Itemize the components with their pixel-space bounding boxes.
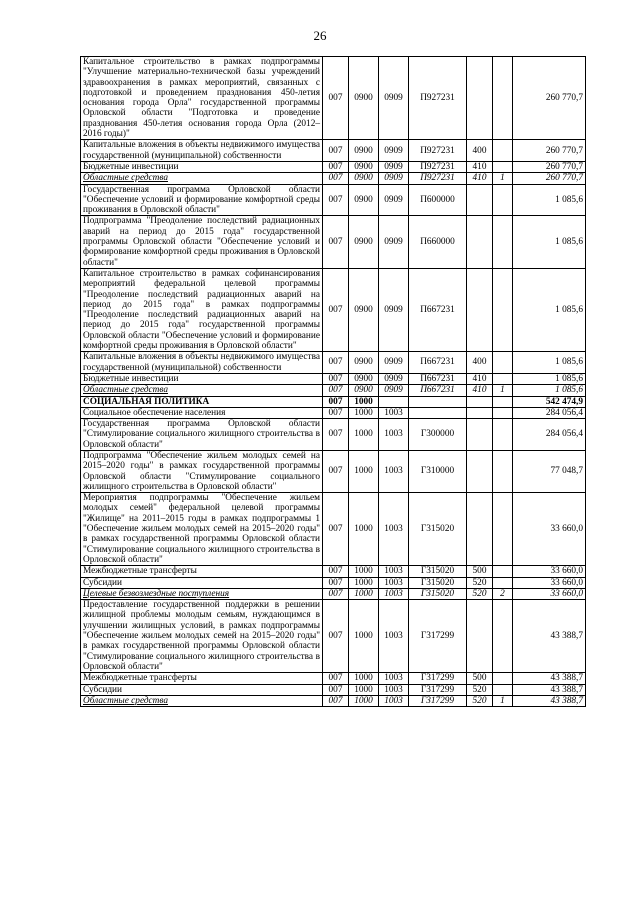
table-row (81, 140, 586, 162)
row-amount-cell: 260 770,7 (513, 57, 586, 140)
row-section-cell: 0900 (349, 373, 379, 384)
row-subsection-cell: 0909 (379, 268, 409, 351)
row-source-cell (493, 373, 513, 384)
table-row (81, 684, 586, 695)
row-source-cell (493, 140, 513, 162)
row-target-article-cell (409, 396, 467, 407)
row-section-cell: 1000 (349, 673, 379, 684)
row-amount-cell: 33 660,0 (513, 577, 586, 588)
row-target-article-cell: Г317299 (409, 684, 467, 695)
row-ved-cell: 007 (323, 161, 349, 172)
row-expense-type-cell (467, 600, 493, 673)
row-subsection-cell: 1003 (379, 588, 409, 599)
row-subsection-cell: 1003 (379, 600, 409, 673)
row-subsection-cell: 0909 (379, 373, 409, 384)
row-section-cell: 0900 (349, 173, 379, 184)
row-amount-cell: 1 085,6 (513, 216, 586, 268)
row-target-article-cell: П667231 (409, 373, 467, 384)
table-row (81, 673, 586, 684)
row-amount-cell: 77 048,7 (513, 450, 586, 492)
row-expense-type-cell: 520 (467, 684, 493, 695)
table-row (81, 600, 586, 673)
table-row (81, 173, 586, 184)
row-amount-cell: 1 085,6 (513, 385, 586, 396)
row-amount-cell: 1 085,6 (513, 184, 586, 216)
row-section-cell: 1000 (349, 695, 379, 706)
row-source-cell (493, 352, 513, 374)
row-expense-type-cell (467, 450, 493, 492)
table-row (81, 577, 586, 588)
row-subsection-cell: 0909 (379, 57, 409, 140)
row-name-cell: Субсидии (81, 577, 323, 588)
row-section-cell: 1000 (349, 588, 379, 599)
row-subsection-cell: 0909 (379, 385, 409, 396)
row-target-article-cell: Г317299 (409, 695, 467, 706)
row-name-cell: Областные средства (81, 695, 323, 706)
table-row (81, 57, 586, 140)
row-name-cell: СОЦИАЛЬНАЯ ПОЛИТИКА (81, 396, 323, 407)
row-expense-type-cell (467, 419, 493, 451)
row-subsection-cell: 0909 (379, 184, 409, 216)
row-subsection-cell: 1003 (379, 684, 409, 695)
table-row (81, 216, 586, 268)
row-subsection-cell (379, 396, 409, 407)
row-source-cell (493, 419, 513, 451)
row-amount-cell: 33 660,0 (513, 566, 586, 577)
row-expense-type-cell (467, 396, 493, 407)
row-subsection-cell: 0909 (379, 352, 409, 374)
row-section-cell: 1000 (349, 407, 379, 418)
row-expense-type-cell (467, 268, 493, 351)
row-section-cell: 0900 (349, 140, 379, 162)
row-section-cell: 1000 (349, 419, 379, 451)
row-name-cell: Капитальное строительство в рамках софинансирования мероприятий федеральной целевой программы "Преодоление последствий радиационных аварий на период до 2015 года" в рамках подпрограммы "Преодоление последствий радиационных аварий на период до 2015 года" государственной программы Орловской области "Обеспечение условий и формирование комфортной среды проживания в Орловской области" (81, 268, 323, 351)
row-subsection-cell: 1003 (379, 695, 409, 706)
row-section-cell: 0900 (349, 161, 379, 172)
row-source-cell (493, 673, 513, 684)
row-target-article-cell: П927231 (409, 140, 467, 162)
row-target-article-cell: П660000 (409, 216, 467, 268)
row-ved-cell: 007 (323, 695, 349, 706)
table-row (81, 407, 586, 418)
row-section-cell: 1000 (349, 684, 379, 695)
row-subsection-cell: 0909 (379, 161, 409, 172)
table-row (81, 695, 586, 706)
row-ved-cell: 007 (323, 216, 349, 268)
row-source-cell (493, 684, 513, 695)
row-section-cell: 0900 (349, 216, 379, 268)
row-target-article-cell: Г315020 (409, 493, 467, 566)
row-name-cell: Межбюджетные трансферты (81, 566, 323, 577)
row-source-cell: 1 (493, 173, 513, 184)
row-source-cell (493, 216, 513, 268)
row-section-cell: 0900 (349, 352, 379, 374)
row-ved-cell: 007 (323, 385, 349, 396)
row-name-cell: Областные средства (81, 385, 323, 396)
table-row (81, 419, 586, 451)
row-target-article-cell: Г317299 (409, 673, 467, 684)
row-subsection-cell: 1003 (379, 450, 409, 492)
row-section-cell: 1000 (349, 396, 379, 407)
row-expense-type-cell: 520 (467, 577, 493, 588)
row-target-article-cell: Г317299 (409, 600, 467, 673)
table-row (81, 373, 586, 384)
row-name-cell: Субсидии (81, 684, 323, 695)
table-row (81, 566, 586, 577)
row-expense-type-cell (467, 57, 493, 140)
row-ved-cell: 007 (323, 600, 349, 673)
row-source-cell: 1 (493, 695, 513, 706)
row-target-article-cell (409, 407, 467, 418)
row-target-article-cell: Г315020 (409, 577, 467, 588)
row-ved-cell: 007 (323, 684, 349, 695)
row-source-cell (493, 600, 513, 673)
table-row (81, 385, 586, 396)
row-expense-type-cell: 520 (467, 695, 493, 706)
row-name-cell: Мероприятия подпрограммы "Обеспечение жильем молодых семей" федеральной целевой программы "Жилище" на 2011–2015 годы в рамках подпрограммы 1 "Обеспечение жильем молодых семей на 2015–2020 годы" в рамках государственной программы Орловской области "Стимулирование социального жилищного строительства в Орловской области" (81, 493, 323, 566)
row-ved-cell: 007 (323, 588, 349, 599)
row-expense-type-cell: 500 (467, 673, 493, 684)
row-subsection-cell: 1003 (379, 577, 409, 588)
row-target-article-cell: П667231 (409, 268, 467, 351)
row-amount-cell: 43 388,7 (513, 684, 586, 695)
row-section-cell: 1000 (349, 577, 379, 588)
row-subsection-cell: 1003 (379, 566, 409, 577)
table-row (81, 450, 586, 492)
table-row (81, 352, 586, 374)
row-name-cell: Межбюджетные трансферты (81, 673, 323, 684)
row-source-cell (493, 577, 513, 588)
row-source-cell (493, 161, 513, 172)
row-section-cell: 1000 (349, 566, 379, 577)
row-subsection-cell: 1003 (379, 407, 409, 418)
row-name-cell: Капитальное строительство в рамках подпрограммы "Улучшение материально-технической базы учреждений здравоохранения в рамках мероприятий, связанных с подготовкой и проведением празднования 450-летия основания города Орла" государственной программы Орловской области "Подготовка и проведение празднования 450-летия основания города Орла (2012–2016 годы)" (81, 57, 323, 140)
row-expense-type-cell: 400 (467, 352, 493, 374)
row-target-article-cell: П600000 (409, 184, 467, 216)
row-expense-type-cell: 520 (467, 588, 493, 599)
row-amount-cell: 43 388,7 (513, 673, 586, 684)
row-name-cell: Государственная программа Орловской области "Стимулирование социального жилищного строительства в Орловской области" (81, 419, 323, 451)
row-amount-cell: 1 085,6 (513, 373, 586, 384)
row-amount-cell: 260 770,7 (513, 140, 586, 162)
row-ved-cell: 007 (323, 493, 349, 566)
row-subsection-cell: 1003 (379, 493, 409, 566)
row-target-article-cell: П667231 (409, 385, 467, 396)
row-expense-type-cell: 400 (467, 140, 493, 162)
row-source-cell (493, 407, 513, 418)
row-name-cell: Подпрограмма "Обеспечение жильем молодых семей на 2015–2020 годы" в рамках государственной программы Орловской области "Стимулирование социального жилищного строительства в Орловской области" (81, 450, 323, 492)
row-name-cell: Предоставление государственной поддержки в решении жилищной проблемы молодым семьям, нуждающимся в улучшении жилищных условий, в рамках подпрограммы "Обеспечение жильем молодых семей на 2015–2020 годы" в рамках государственной программы Орловской области "Стимулирование социального жилищного строительства в Орловской области" (81, 600, 323, 673)
row-name-cell: Капитальные вложения в объекты недвижимого имущества государственной (муниципальной) собственности (81, 352, 323, 374)
row-ved-cell: 007 (323, 673, 349, 684)
row-expense-type-cell: 410 (467, 173, 493, 184)
page-number: 26 (313, 28, 327, 43)
row-source-cell (493, 57, 513, 140)
row-section-cell: 0900 (349, 57, 379, 140)
row-source-cell (493, 566, 513, 577)
row-target-article-cell: Г315020 (409, 588, 467, 599)
row-section-cell: 0900 (349, 268, 379, 351)
row-source-cell: 1 (493, 385, 513, 396)
row-ved-cell: 007 (323, 450, 349, 492)
row-name-cell: Государственная программа Орловской области "Обеспечение условий и формирование комфортной среды проживания в Орловской области" (81, 184, 323, 216)
row-name-cell: Областные средства (81, 173, 323, 184)
row-section-cell: 1000 (349, 600, 379, 673)
row-target-article-cell: П927231 (409, 173, 467, 184)
table-row (81, 493, 586, 566)
row-source-cell (493, 396, 513, 407)
row-ved-cell: 007 (323, 566, 349, 577)
row-target-article-cell: П927231 (409, 57, 467, 140)
row-name-cell: Бюджетные инвестиции (81, 373, 323, 384)
row-subsection-cell: 0909 (379, 140, 409, 162)
row-name-cell: Подпрограмма "Преодоление последствий радиационных аварий на период до 2015 года" государственной программы Орловской области "Обеспечение условий и формирование комфортной среды проживания в Орловской области" (81, 216, 323, 268)
row-expense-type-cell (467, 407, 493, 418)
row-name-cell: Социальное обеспечение населения (81, 407, 323, 418)
row-source-cell (493, 268, 513, 351)
row-amount-cell: 284 056,4 (513, 419, 586, 451)
row-source-cell (493, 184, 513, 216)
row-name-cell: Целевые безвозмездные поступления (81, 588, 323, 599)
table-row (81, 161, 586, 172)
row-ved-cell: 007 (323, 396, 349, 407)
row-ved-cell: 007 (323, 352, 349, 374)
row-name-cell: Капитальные вложения в объекты недвижимого имущества государственной (муниципальной) собственности (81, 140, 323, 162)
row-expense-type-cell: 410 (467, 161, 493, 172)
row-expense-type-cell: 410 (467, 373, 493, 384)
row-ved-cell: 007 (323, 173, 349, 184)
row-expense-type-cell: 500 (467, 566, 493, 577)
row-ved-cell: 007 (323, 57, 349, 140)
row-amount-cell: 284 056,4 (513, 407, 586, 418)
row-amount-cell: 1 085,6 (513, 352, 586, 374)
row-name-cell: Бюджетные инвестиции (81, 161, 323, 172)
row-expense-type-cell (467, 216, 493, 268)
row-expense-type-cell (467, 493, 493, 566)
table-row (81, 396, 586, 407)
row-source-cell: 2 (493, 588, 513, 599)
row-subsection-cell: 0909 (379, 173, 409, 184)
row-section-cell: 1000 (349, 450, 379, 492)
row-amount-cell: 542 474,9 (513, 396, 586, 407)
row-amount-cell: 260 770,7 (513, 161, 586, 172)
row-ved-cell: 007 (323, 184, 349, 216)
row-ved-cell: 007 (323, 407, 349, 418)
row-source-cell (493, 493, 513, 566)
row-target-article-cell: Г300000 (409, 419, 467, 451)
row-amount-cell: 43 388,7 (513, 695, 586, 706)
row-target-article-cell: П927231 (409, 161, 467, 172)
row-source-cell (493, 450, 513, 492)
row-section-cell: 0900 (349, 385, 379, 396)
row-ved-cell: 007 (323, 419, 349, 451)
table-row (81, 588, 586, 599)
table-row (81, 268, 586, 351)
row-amount-cell: 1 085,6 (513, 268, 586, 351)
table-row (81, 184, 586, 216)
row-section-cell: 0900 (349, 184, 379, 216)
row-subsection-cell: 1003 (379, 419, 409, 451)
row-target-article-cell: Г310000 (409, 450, 467, 492)
row-expense-type-cell (467, 184, 493, 216)
row-ved-cell: 007 (323, 577, 349, 588)
budget-table (80, 56, 586, 707)
row-section-cell: 1000 (349, 493, 379, 566)
row-amount-cell: 33 660,0 (513, 493, 586, 566)
row-amount-cell: 33 660,0 (513, 588, 586, 599)
row-ved-cell: 007 (323, 268, 349, 351)
row-amount-cell: 43 388,7 (513, 600, 586, 673)
row-subsection-cell: 1003 (379, 673, 409, 684)
row-target-article-cell: Г315020 (409, 566, 467, 577)
row-target-article-cell: П667231 (409, 352, 467, 374)
row-ved-cell: 007 (323, 140, 349, 162)
row-expense-type-cell: 410 (467, 385, 493, 396)
row-subsection-cell: 0909 (379, 216, 409, 268)
row-amount-cell: 260 770,7 (513, 173, 586, 184)
row-ved-cell: 007 (323, 373, 349, 384)
